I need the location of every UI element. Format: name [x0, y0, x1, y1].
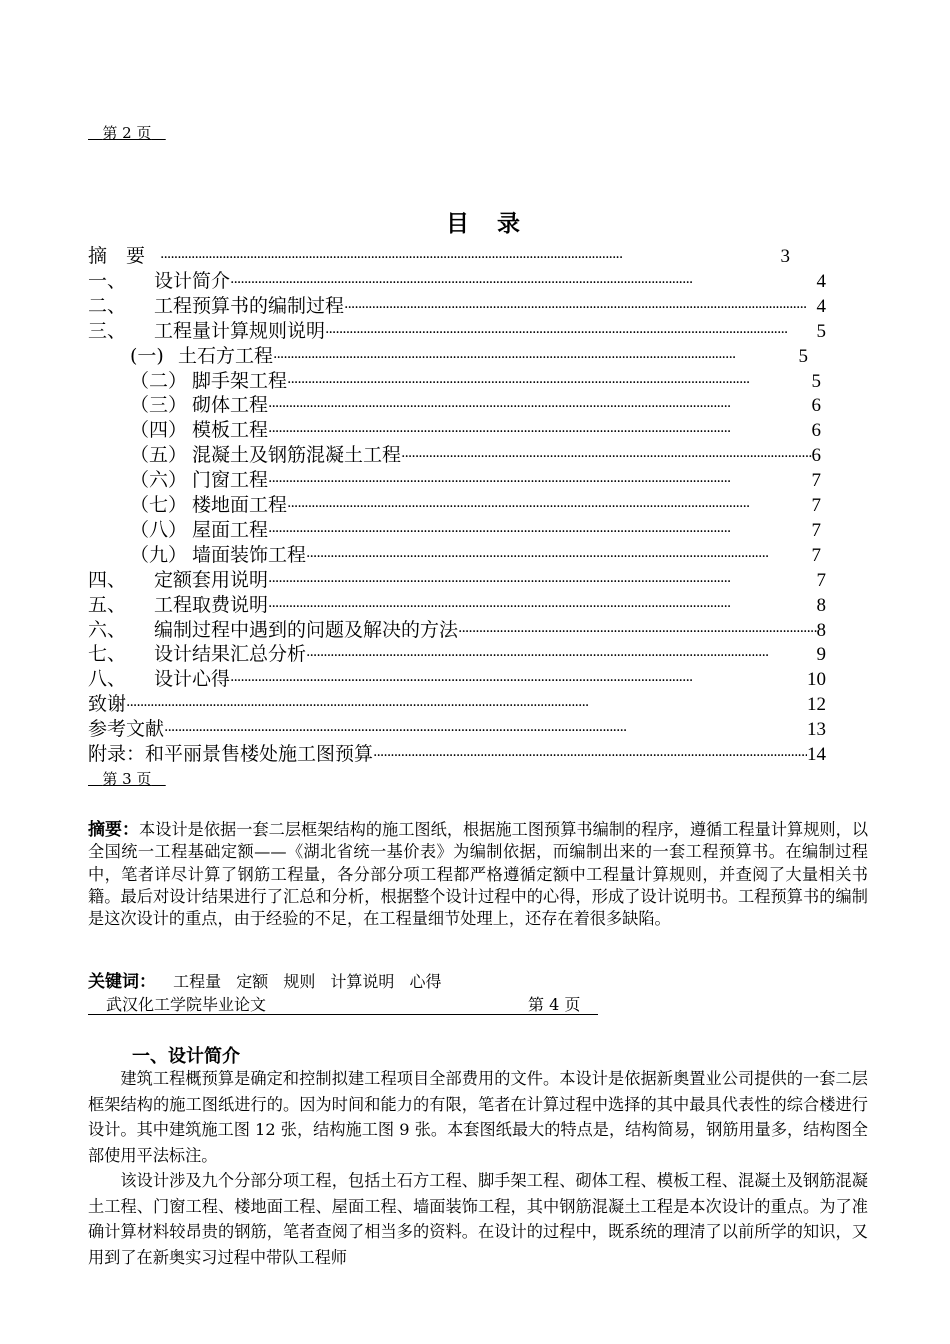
toc-title: 目 录	[446, 211, 531, 237]
toc-entry-label: 墙面装饰工程	[192, 543, 307, 566]
toc-entry[interactable]	[130, 468, 821, 493]
toc-entry-page: 6	[811, 420, 821, 442]
toc-entry[interactable]	[130, 443, 821, 468]
abstract-text: 本设计是依据一套二层框架结构的施工图纸，根据施工图预算书编制的程序，遵循工程量计算规则，以全国统一工程基础定额——《湖北省统一基价表》为编制依据，而编制出来的一套工程预算书。在编制过程中，笔者详尽计算了钢筋工程量，各分部分项工程都严格遵循定额中工程量计算规则，并查阅了大量相关书籍。最后对设计结果进行了汇总和分析，根据整个设计过程中的心得，形成了设计说明书。工程预算书的编制是这次设计的重点，由于经验的不足，在工程量细节处理上，还存在着很多缺陷。	[88, 820, 869, 929]
toc-entry[interactable]	[130, 518, 821, 543]
keywords-line	[88, 967, 452, 992]
toc-entry-page: 5	[811, 370, 821, 392]
toc-entry[interactable]	[88, 568, 826, 593]
toc-entry[interactable]	[130, 543, 821, 568]
toc-entry[interactable]	[88, 692, 826, 717]
toc-entry-number: （八）	[130, 518, 188, 541]
toc-entry-label: 楼地面工程	[192, 494, 288, 516]
toc-entry[interactable]	[88, 319, 826, 344]
toc-entry-page: 12	[807, 694, 826, 716]
toc-entry-page: 4	[816, 270, 826, 292]
abstract-paragraph	[88, 819, 868, 930]
page-header	[88, 992, 598, 1015]
toc-entry-page: 7	[811, 519, 821, 541]
toc-entry-label: 砌体工程	[192, 394, 269, 417]
toc-entry-page: 7	[811, 470, 821, 492]
body-paragraph: 建筑工程概预算是确定和控制拟建工程项目全部费用的文件。本设计是依据新奥置业公司提供的一套二层框架结构的施工图纸进行的。因为时间和能力的有限，笔者在计算过程中选择的其中最具代表性的综合楼进行设计。其中建筑施工图 12 张，结构施工图 9 张。本套图纸最大的特点是，结构简易，钢筋用量多，结构图全部使用平法标注。	[88, 1069, 868, 1165]
toc-entry-number: （九）	[130, 543, 188, 566]
keyword: 计算说明	[330, 972, 395, 991]
toc-entry-page: 14	[807, 744, 826, 765]
keywords-lead: 关键词：	[88, 972, 156, 992]
toc-entry-number: 六、	[88, 618, 127, 641]
keyword: 规则	[283, 972, 316, 991]
toc-leader-dots	[268, 470, 811, 495]
toc-entry-page: 13	[807, 719, 826, 741]
toc-entry-number: （三）	[130, 394, 188, 417]
keyword: 工程量	[173, 972, 222, 991]
toc-entry[interactable]	[130, 369, 821, 394]
toc-entry-number: 摘 要	[88, 245, 146, 267]
toc-entry-label: 工程取费说明	[154, 593, 269, 616]
toc-leader-dots	[306, 644, 816, 669]
toc-entry[interactable]	[88, 244, 790, 269]
toc-entry[interactable]	[130, 344, 808, 369]
toc-entry-number: 三、	[88, 319, 127, 342]
toc-leader-dots	[126, 694, 807, 719]
toc-entry-label: 工程预算书的编制过程	[154, 294, 345, 317]
toc-entry[interactable]	[88, 618, 826, 643]
toc-leader-dots	[325, 321, 816, 346]
toc-entry-page: 7	[811, 495, 821, 516]
toc-entry-page: 8	[816, 619, 826, 641]
section-title: 一、设计简介	[132, 1046, 240, 1067]
toc-leader-dots	[230, 271, 816, 296]
toc-entry-label: 门窗工程	[192, 469, 269, 492]
toc-entry-page: 7	[816, 569, 826, 591]
toc-entry[interactable]	[130, 393, 821, 418]
toc-entry-label: 编制过程中遇到的问题及解决的方法	[154, 618, 459, 641]
toc-leader-dots	[306, 545, 811, 570]
toc-leader-dots	[268, 595, 816, 620]
toc-entry-number: （四）	[130, 419, 188, 442]
toc-entry-page: 5	[798, 345, 808, 367]
toc-entry-label: 定额套用说明	[154, 568, 269, 591]
toc-entry-page: 9	[816, 644, 826, 666]
toc-entry-number: （五）	[130, 444, 188, 467]
toc-entry-page: 4	[816, 295, 826, 317]
toc-entry-number: 八、	[88, 668, 127, 691]
toc-entry-number: 一、	[88, 269, 127, 292]
school-name: 武汉化工学院毕业论文	[106, 995, 267, 1014]
abstract-lead: 摘要：	[88, 820, 140, 840]
keyword: 定额	[236, 972, 269, 991]
toc-entry-number: 二、	[88, 294, 127, 317]
toc-leader-dots	[268, 570, 816, 595]
toc-entry-page: 7	[811, 544, 821, 566]
toc-leader-dots	[160, 246, 781, 271]
toc-entry-label: 模板工程	[192, 419, 269, 442]
toc-leader-dots	[268, 520, 811, 545]
toc-entry-page: 3	[780, 246, 790, 267]
toc-leader-dots	[273, 346, 798, 371]
keyword: 心得	[409, 972, 442, 991]
toc-entry-label: 工程量计算规则说明	[154, 319, 326, 342]
toc-entry-label: 土石方工程	[178, 344, 274, 367]
toc-entry[interactable]	[88, 742, 826, 767]
toc-entry-number: 四、	[88, 568, 127, 591]
toc-leader-dots	[164, 719, 807, 744]
page-number-label: 第 4 页	[528, 995, 581, 1014]
toc-entry[interactable]	[88, 269, 826, 294]
toc-entry-label: 脚手架工程	[192, 369, 288, 392]
toc-leader-dots	[287, 371, 811, 396]
toc-entry-number: 七、	[88, 643, 127, 666]
toc-entry[interactable]	[88, 667, 826, 692]
toc-leader-dots	[401, 445, 811, 470]
toc-leader-dots	[230, 669, 807, 694]
toc-entry-page: 6	[811, 395, 821, 417]
toc-entry-label: 参考文献	[88, 718, 165, 741]
toc-entry[interactable]	[130, 418, 821, 443]
toc-leader-dots	[268, 420, 811, 445]
toc-entry-page: 8	[816, 594, 826, 616]
toc-entry[interactable]	[130, 493, 821, 518]
toc-entry-label: 屋面工程	[192, 518, 269, 541]
toc-entry-label: 致谢	[88, 693, 127, 716]
toc-entry-number: （二）	[130, 369, 188, 392]
toc-leader-dots	[287, 495, 811, 520]
toc-entry-label: 设计简介	[154, 269, 231, 292]
toc-entry-number: （六）	[130, 469, 188, 492]
toc-entry[interactable]	[88, 294, 826, 319]
toc-entry-page: 5	[816, 320, 826, 342]
toc-entry[interactable]	[88, 642, 826, 667]
body-paragraph: 该设计涉及九个分部分项工程，包括土石方工程、脚手架工程、砌体工程、模板工程、混凝土及钢筋混凝土工程、门窗工程、楼地面工程、屋面工程、墙面装饰工程，其中钢筋混凝土工程是本次设计的重点。为了准确计算材料较昂贵的钢筋，笔者查阅了相当多的资料。在设计的过程中，既系统的理清了以前所学的知识，又用到了在新奥实习过程中带队工程师	[88, 1171, 868, 1267]
page-number-label: 第 2 页	[102, 124, 152, 142]
toc-entry-page: 10	[807, 669, 826, 691]
page-number-label: 第 3 页	[102, 770, 152, 788]
toc-leader-dots	[458, 620, 816, 645]
toc-entry-number: 五、	[88, 593, 127, 616]
toc-leader-dots	[373, 744, 807, 769]
toc-entry-number: （七）	[130, 494, 188, 516]
toc-entry-page: 6	[811, 445, 821, 467]
toc-entry-label: 设计心得	[154, 668, 231, 691]
toc-leader-dots	[344, 296, 816, 321]
toc-entry[interactable]	[88, 717, 826, 742]
toc-entry-label: 设计结果汇总分析	[154, 643, 307, 666]
toc-leader-dots	[268, 395, 811, 420]
toc-entry[interactable]	[88, 593, 826, 618]
toc-entry-number: (一)	[130, 344, 164, 367]
toc-entry-label: 混凝土及钢筋混凝土工程	[192, 444, 402, 467]
toc-entry-label: 附录：和平丽景售楼处施工图预算	[88, 743, 374, 765]
